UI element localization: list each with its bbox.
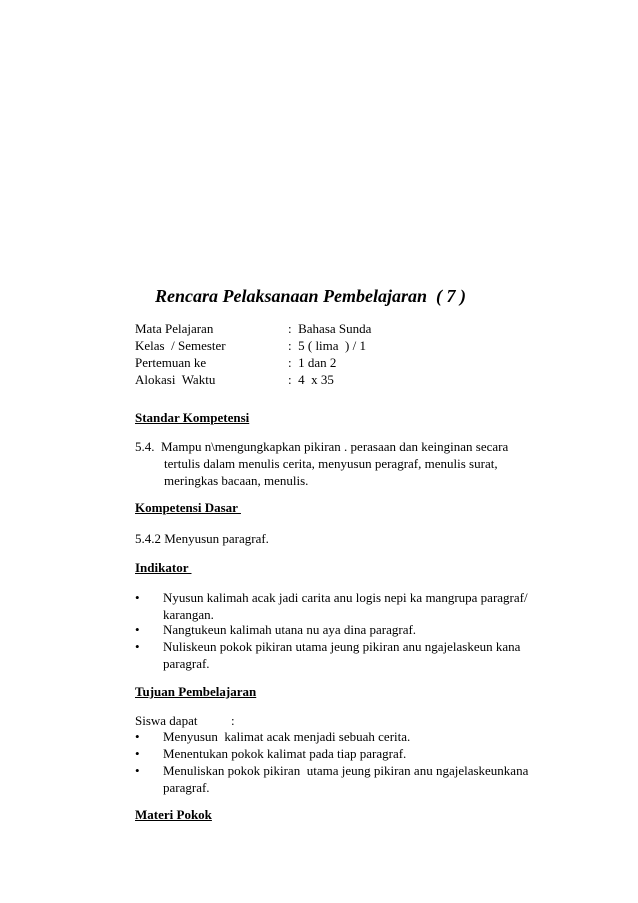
info-label: Pertemuan ke <box>135 355 207 370</box>
info-value: : 1 dan 2 <box>288 355 337 370</box>
list-item-text: Menentukan pokok kalimat pada tiap paragraf. <box>163 746 407 761</box>
text-line: meringkas bacaan, menulis. <box>164 473 309 488</box>
list-item-text: Menyusun kalimat acak menjadi sebuah cerita. <box>163 729 411 744</box>
list-item-text: Nyusun kalimah acak jadi carita anu logis nepi ka mangrupa paragraf/ <box>163 590 528 605</box>
list-item-text: paragraf. <box>163 656 210 671</box>
info-label: Mata Pelajaran <box>135 321 214 336</box>
bullet-icon: • <box>135 639 140 654</box>
bullet-icon: • <box>135 746 140 761</box>
kompetensi-dasar-text: 5.4.2 Menyusun paragraf. <box>135 531 269 546</box>
heading-kompetensi-dasar: Kompetensi Dasar <box>135 500 241 515</box>
list-item-text: Nangtukeun kalimah utana nu aya dina paragraf. <box>163 622 417 637</box>
bullet-icon: • <box>135 729 140 744</box>
text-line: tertulis dalam menulis cerita, menyusun peragraf, menulis surat, <box>164 456 498 471</box>
list-item-text: Menuliskan pokok pikiran utama jeung pikiran anu ngajelaskeunkana <box>163 763 529 778</box>
heading-tujuan-pembelajaran: Tujuan Pembelajaran <box>135 684 257 699</box>
intro-label: Siswa dapat <box>135 713 198 728</box>
text-line: 5.4. Mampu n\mengungkapkan pikiran . perasaan dan keinginan secara <box>135 439 509 454</box>
bullet-icon: • <box>135 622 140 637</box>
bullet-icon: • <box>135 763 140 778</box>
heading-materi-pokok: Materi Pokok <box>135 807 212 822</box>
list-item-text: Nuliskeun pokok pikiran utama jeung pikiran anu ngajelaskeun kana <box>163 639 521 654</box>
standar-kompetensi-text <box>135 438 508 489</box>
heading-indikator: Indikator <box>135 560 192 575</box>
bullet-icon: • <box>135 590 140 605</box>
heading-standar-kompetensi: Standar Kompetensi <box>135 410 250 425</box>
info-value: : 4 x 35 <box>288 372 334 387</box>
page-title: Rencara Pelaksanaan Pembelajaran ( 7 ) <box>155 286 466 306</box>
intro-colon: : <box>231 713 235 728</box>
info-label: Kelas / Semester <box>135 338 226 353</box>
list-item-text: karangan. <box>163 607 214 622</box>
list-item-text: paragraf. <box>163 780 210 795</box>
info-label: Alokasi Waktu <box>135 372 216 387</box>
info-value: : Bahasa Sunda <box>288 321 372 336</box>
info-value: : 5 ( lima ) / 1 <box>288 338 366 353</box>
